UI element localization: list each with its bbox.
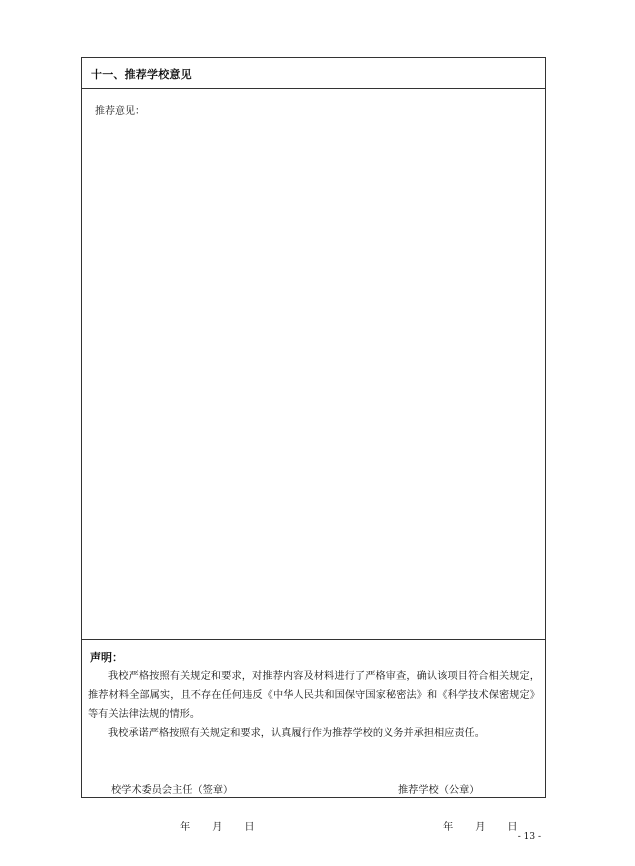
opinion-label: 推荐意见： [95,106,145,117]
date-year-label: 年 [180,822,191,833]
page-number: - 13 - [517,832,541,842]
declaration-title: 声明： [90,651,123,664]
date-line-left [180,818,255,833]
date-day-label: 日 [244,822,255,833]
date-line-right [443,818,518,833]
section-header [82,58,545,89]
committee-chair-signature-label: 校学术委员会主任（签章） [111,785,234,796]
declaration-paragraph-2: 我校承诺严格按照有关规定和要求，认真履行作为推荐学校的义务并承担相应责任。 [108,728,485,739]
declaration-paragraph-1: 我校严格按照有关规定和要求，对推荐内容及材料进行了严格审查，确认该项目符合相关规定，推荐材料全部属实，且不存在任何违反《中华人民共和国保守国家秘密法》和《科学技术保密规定》等有关法律法规的情形。 [88,671,540,720]
date-year-label: 年 [443,822,454,833]
declaration-section [82,640,545,833]
school-seal-label: 推荐学校（公章） [398,785,480,796]
date-month-label: 月 [212,822,223,833]
recommendation-form-table [81,57,546,833]
date-day-label: 日 [507,822,518,833]
opinion-field[interactable] [82,89,545,640]
section-title: 十一、推荐学校意见 [91,68,192,81]
date-month-label: 月 [475,822,486,833]
